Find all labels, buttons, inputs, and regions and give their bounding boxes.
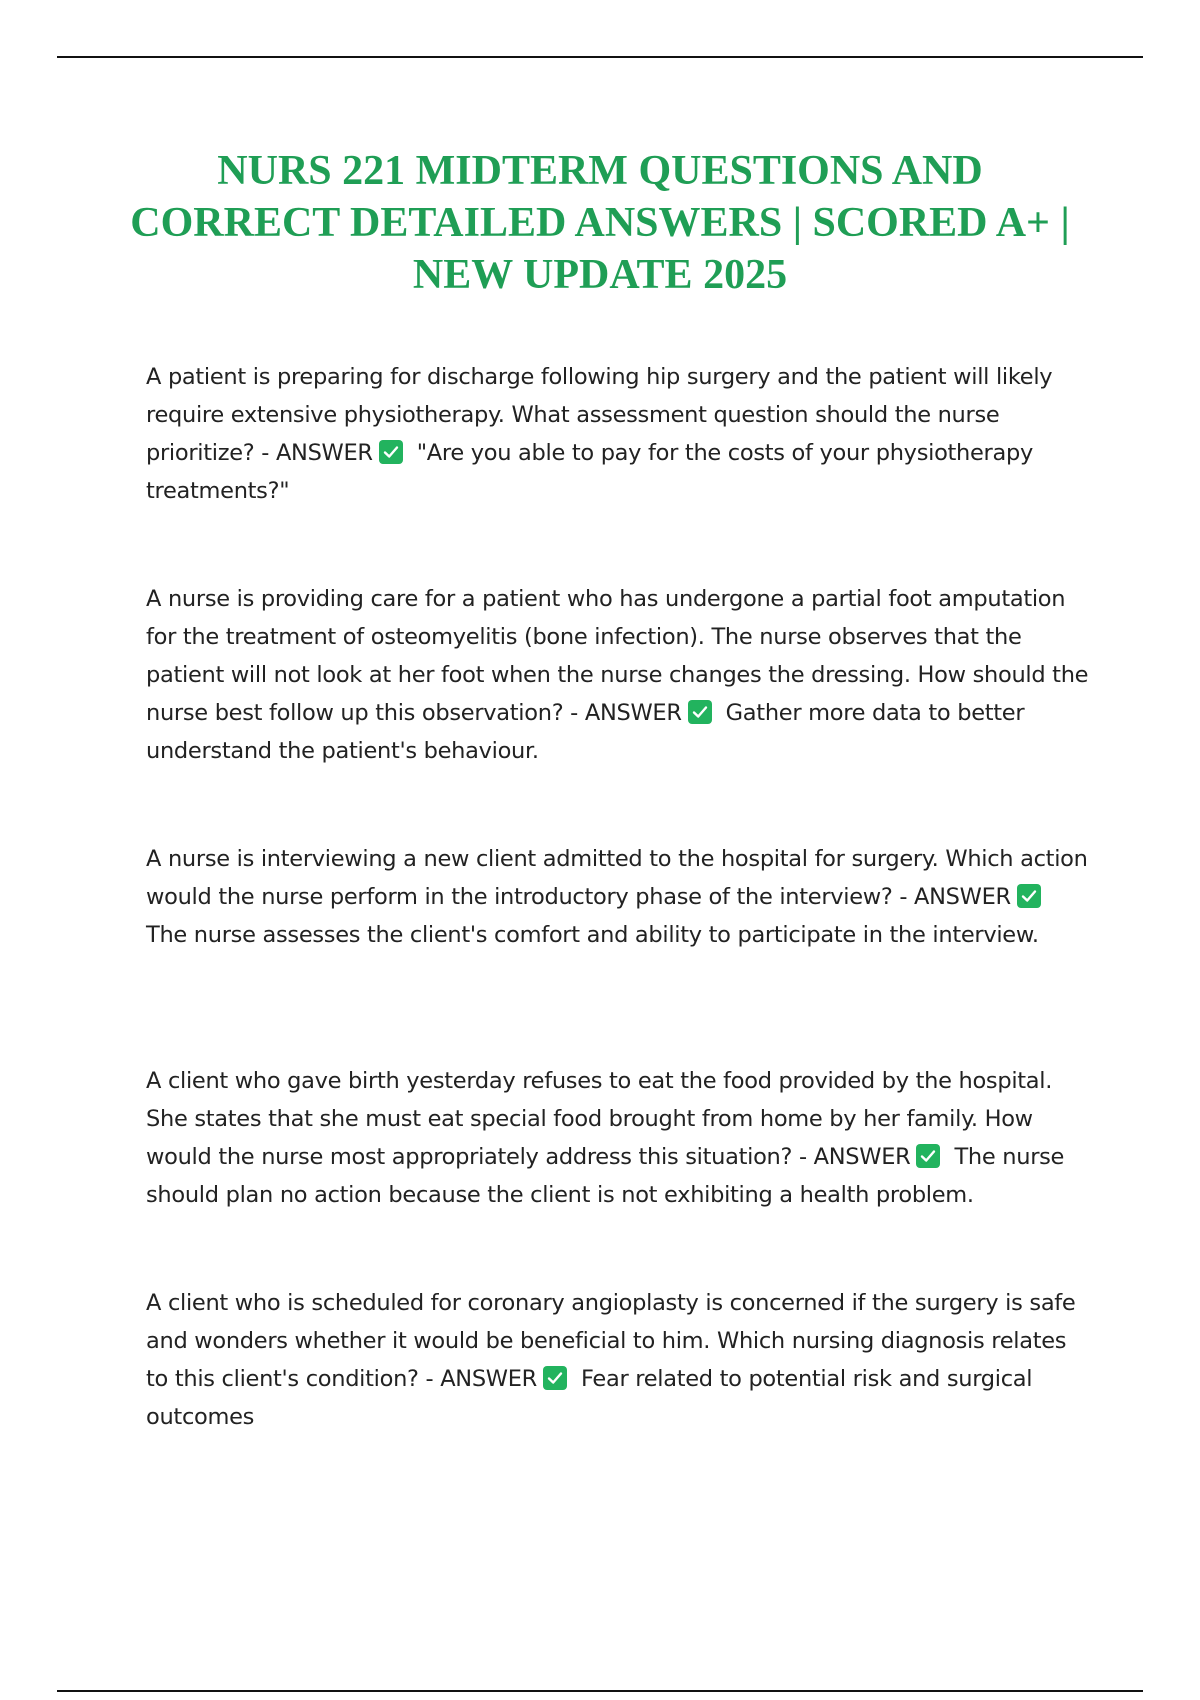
qa-item [146,580,1091,770]
qa-item [146,1062,1091,1214]
question-text: A nurse is providing care for a patient who has undergone a partial foot amputation for the treatment of osteomyelitis (bone infection). The nurse observes that the patient will not look at her foot when the nurse changes the dressing. How should the nurse best follow up this observation? - ANSWER [146,586,1089,726]
qa-item [146,1284,1091,1436]
question-text: A client who gave birth yesterday refuses to eat the food provided by the hospital. She states that she must eat special food brought from home by her family. How would the nurse most appropriately address this situation? - ANSWER [146,1068,1053,1170]
footer-divider [57,1690,1143,1692]
question-text: A patient is preparing for discharge following hip surgery and the patient will likely require extensive physiotherapy. What assessment question should the nurse prioritize? - ANSWER [146,364,1053,466]
question-text: A client who is scheduled for coronary angioplasty is concerned if the surgery is safe and wonders whether it would be beneficial to him. Which nursing diagnosis relates to this client's condition? - ANSWER [146,1290,1076,1392]
qa-item [146,840,1091,954]
answer-text: Fear related to potential risk and surgical outcomes [146,1366,1033,1430]
answer-text: Gather more data to better understand the patient's behaviour. [146,700,1025,764]
answer-text: The nurse should plan no action because the client is not exhibiting a health problem. [146,1144,1065,1208]
qa-item [146,358,1091,510]
check-mark-icon [688,700,712,724]
check-mark-icon [379,440,403,464]
check-mark-icon [543,1366,567,1390]
check-mark-icon [916,1144,940,1168]
document-title: NURS 221 MIDTERM QUESTIONS AND CORRECT DETAILED ANSWERS | SCORED A+ | NEW UPDATE 2025 [130,148,1070,298]
answer-text: The nurse assesses the client's comfort and ability to participate in the interview. [146,922,1039,948]
answer-text: "Are you able to pay for the costs of your physiotherapy treatments?" [146,440,1033,504]
check-mark-icon [1017,884,1041,908]
question-text: A nurse is interviewing a new client admitted to the hospital for surgery. Which action would the nurse perform in the introductory phase of the interview? - ANSWER [146,846,1088,910]
header-divider [57,56,1143,58]
